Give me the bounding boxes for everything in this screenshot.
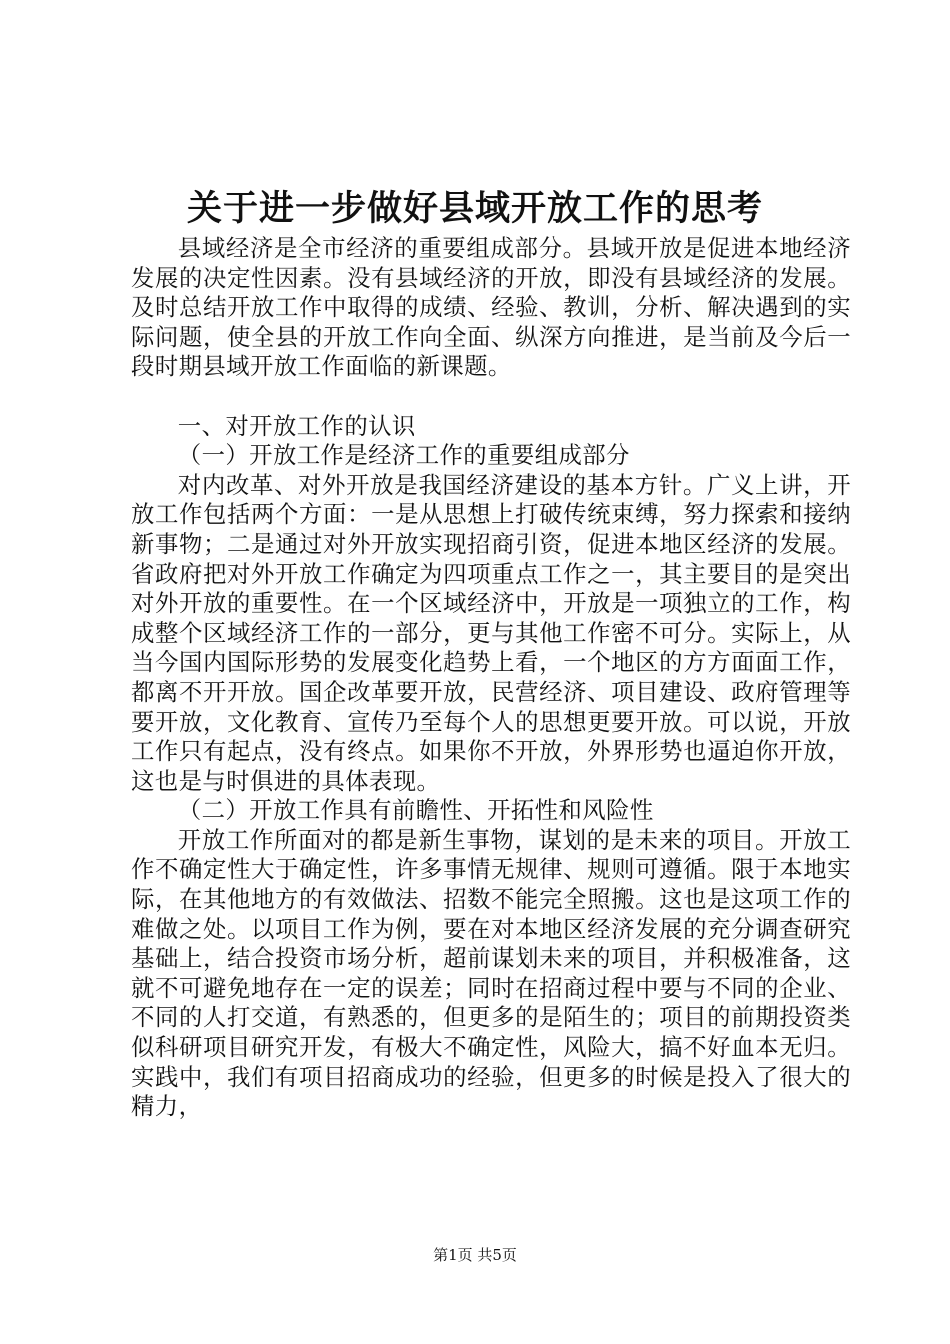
subsection-heading-1: （一）开放工作是经济工作的重要组成部分: [177, 441, 630, 470]
document-title: 关于进一步做好县域开放工作的思考: [186, 188, 763, 229]
document-body: [131, 234, 851, 1122]
subsection-heading-2: （二）开放工作具有前瞻性、开拓性和风险性: [177, 796, 654, 825]
section-heading-1: 一、对开放工作的认识: [177, 411, 416, 440]
body-paragraph-2: 开放工作所面对的都是新生事物，谋划的是未来的项目。开放工作不确定性大于确定性，许多事情无规律、规则可遵循。限于本地实际，在其他地方的有效做法、招数不能完全照搬。这也是这项工作的难做之处。以项目工作为例，要在对本地区经济发展的充分调查研究基础上，结合投资市场分析，超前谋划未来的项目，并积极准备，这就不可避免地存在一定的误差；同时在招商过程中要与不同的企业、不同的人打交道，有熟悉的，但更多的是陌生的；项目的前期投资类似科研项目研究开发，有极大不确定性，风险大，搞不好血本无归。实践中，我们有项目招商成功的经验，但更多的时候是投入了很大的精力，: [131, 825, 851, 1121]
body-paragraph-1: 对内改革、对外开放是我国经济建设的基本方针。广义上讲，开放工作包括两个方面：一是从思想上打破传统束缚，努力探索和接纳新事物；二是通过对外开放实现招商引资，促进本地区经济的发展。省政府把对外开放工作确定为四项重点工作之一，其主要目的是突出对外开放的重要性。在一个区域经济中，开放是一项独立的工作，构成整个区域经济工作的一部分，更与其他工作密不可分。实际上，从当今国内国际形势的发展变化趋势上看，一个地区的方方面面工作，都离不开开放。国企改革要开放，民营经济、项目建设、政府管理等要开放，文化教育、宣传乃至每个人的思想更要开放。可以说，开放工作只有起点，没有终点。如果你不开放，外界形势也逼迫你开放，这也是与时俱进的具体表现。: [131, 470, 851, 795]
page-footer: 第1页 共5页: [433, 1246, 517, 1264]
paragraph-gap: [131, 382, 851, 412]
intro-paragraph: 县域经济是全市经济的重要组成部分。县域开放是促进本地经济发展的决定性因素。没有县域经济的开放，即没有县域经济的发展。及时总结开放工作中取得的成绩、经验、教训，分析、解决遇到的实际问题，使全县的开放工作向全面、纵深方向推进，是当前及今后一段时期县域开放工作面临的新课题。: [131, 234, 851, 381]
